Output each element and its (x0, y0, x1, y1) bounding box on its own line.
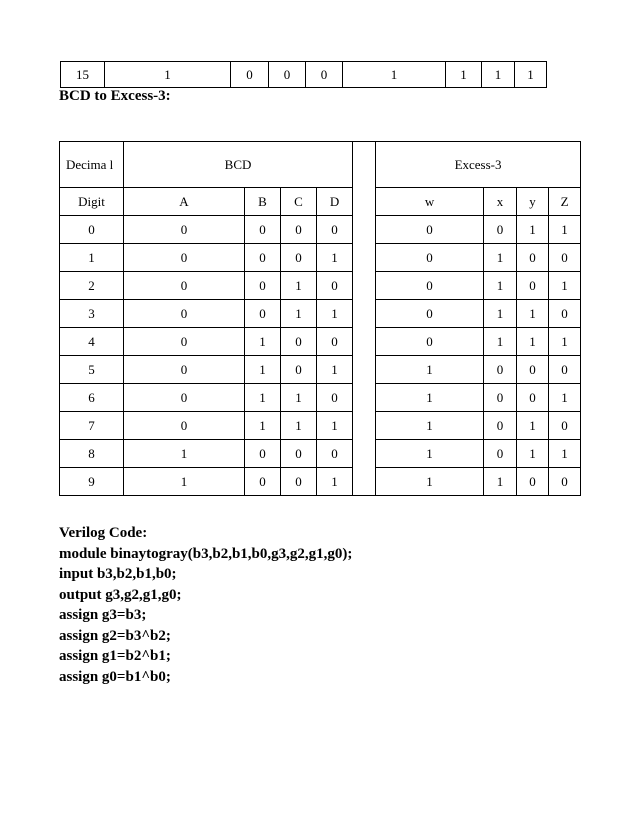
excess-cell: 0 (549, 412, 581, 440)
section-heading: BCD to Excess-3: (59, 88, 171, 104)
bcd-cell: 1 (281, 272, 317, 300)
excess-cell: 1 (517, 328, 549, 356)
excess-cell: 1 (484, 328, 517, 356)
bcd-excess3-table (59, 141, 581, 496)
table-cell: 1 (343, 62, 446, 88)
table-row (60, 356, 581, 384)
excess-cell: 0 (517, 356, 549, 384)
code-line: input b3,b2,b1,b0; (59, 566, 177, 582)
bcd-cell: 1 (124, 440, 245, 468)
bcd-cell: 0 (245, 272, 281, 300)
table-cell: 0 (306, 62, 343, 88)
bcd-cell: 1 (281, 300, 317, 328)
bcd-cell: 1 (281, 412, 317, 440)
excess-cell: 0 (376, 300, 484, 328)
digit-cell: 3 (60, 300, 124, 328)
bcd-cell: 0 (245, 216, 281, 244)
excess-cell: 1 (484, 468, 517, 496)
table-row (60, 244, 581, 272)
column-header: Digit (60, 188, 124, 216)
excess-cell: 0 (484, 440, 517, 468)
bcd-cell: 1 (245, 412, 281, 440)
excess-cell: 0 (484, 412, 517, 440)
bcd-cell: 1 (124, 468, 245, 496)
previous-table-last-row (60, 61, 547, 88)
bcd-cell: 0 (245, 300, 281, 328)
excess-cell: 1 (376, 468, 484, 496)
separator-column (353, 142, 376, 496)
bcd-cell: 0 (245, 468, 281, 496)
excess-cell: 1 (517, 216, 549, 244)
column-header: A (124, 188, 245, 216)
excess-cell: 1 (517, 440, 549, 468)
table-cell: 1 (515, 62, 547, 88)
bcd-cell: 0 (317, 216, 353, 244)
bcd-cell: 0 (317, 384, 353, 412)
bcd-cell: 0 (124, 216, 245, 244)
table-row (60, 272, 581, 300)
bcd-cell: 1 (245, 356, 281, 384)
excess-cell: 1 (376, 356, 484, 384)
decimal-header: Decima l (60, 142, 124, 188)
column-header: D (317, 188, 353, 216)
excess-cell: 0 (376, 328, 484, 356)
bcd-cell: 0 (317, 328, 353, 356)
bcd-cell: 0 (124, 384, 245, 412)
excess-cell: 0 (376, 272, 484, 300)
bcd-header: BCD (124, 142, 353, 188)
excess-cell: 1 (376, 440, 484, 468)
bcd-cell: 0 (281, 468, 317, 496)
bcd-cell: 0 (124, 272, 245, 300)
excess-cell: 0 (549, 356, 581, 384)
bcd-cell: 1 (317, 412, 353, 440)
excess-cell: 0 (517, 384, 549, 412)
bcd-cell: 0 (281, 440, 317, 468)
excess-cell: 1 (376, 412, 484, 440)
table-row (60, 412, 581, 440)
digit-cell: 6 (60, 384, 124, 412)
bcd-cell: 0 (281, 328, 317, 356)
code-line: assign g1=b2^b1; (59, 648, 171, 664)
table-row (60, 216, 581, 244)
table-cell: 1 (446, 62, 482, 88)
excess-cell: 0 (549, 468, 581, 496)
bcd-cell: 0 (281, 244, 317, 272)
excess-cell: 1 (549, 328, 581, 356)
table-row (61, 62, 547, 88)
table-cell: 1 (105, 62, 231, 88)
bcd-cell: 1 (317, 300, 353, 328)
code-line: assign g3=b3; (59, 607, 147, 623)
bcd-cell: 0 (317, 272, 353, 300)
table-row (60, 440, 581, 468)
excess-cell: 0 (549, 244, 581, 272)
table-row (60, 468, 581, 496)
bcd-cell: 0 (124, 328, 245, 356)
bcd-cell: 1 (245, 328, 281, 356)
code-line: output g3,g2,g1,g0; (59, 586, 182, 603)
excess-cell: 1 (517, 412, 549, 440)
excess-cell: 1 (549, 216, 581, 244)
excess-cell: 0 (517, 272, 549, 300)
bcd-cell: 1 (317, 244, 353, 272)
code-line: assign g0=b1^b0; (59, 668, 171, 685)
table-header-row (60, 142, 581, 188)
excess-cell: 1 (484, 272, 517, 300)
code-line: assign g2=b3^b2; (59, 627, 171, 644)
code-line: module binaytogray(b3,b2,b1,b0,g3,g2,g1,g0); (59, 545, 353, 562)
bcd-cell: 0 (124, 244, 245, 272)
table-cell: 0 (231, 62, 269, 88)
bcd-cell: 0 (317, 440, 353, 468)
excess-cell: 0 (517, 244, 549, 272)
table-cell: 1 (482, 62, 515, 88)
table-row (60, 328, 581, 356)
excess-cell: 0 (549, 300, 581, 328)
bcd-cell: 1 (317, 356, 353, 384)
excess-cell: 1 (484, 244, 517, 272)
bcd-cell: 0 (124, 300, 245, 328)
excess-cell: 0 (484, 384, 517, 412)
table-row (60, 384, 581, 412)
column-header: w (376, 188, 484, 216)
digit-cell: 2 (60, 272, 124, 300)
excess-cell: 1 (376, 384, 484, 412)
table-cell: 15 (61, 62, 105, 88)
bcd-cell: 0 (281, 356, 317, 384)
digit-cell: 8 (60, 440, 124, 468)
bcd-cell: 0 (281, 216, 317, 244)
excess-cell: 1 (549, 272, 581, 300)
digit-cell: 1 (60, 244, 124, 272)
column-header: Z (549, 188, 581, 216)
digit-cell: 4 (60, 328, 124, 356)
bcd-cell: 1 (281, 384, 317, 412)
bcd-cell: 1 (317, 468, 353, 496)
table-row (60, 300, 581, 328)
excess-cell: 1 (549, 384, 581, 412)
table-cell: 0 (269, 62, 306, 88)
excess-cell: 0 (484, 216, 517, 244)
column-header: B (245, 188, 281, 216)
excess-cell: 1 (484, 300, 517, 328)
bcd-cell: 0 (124, 412, 245, 440)
excess-cell: 0 (376, 216, 484, 244)
column-header: x (484, 188, 517, 216)
column-header-row (60, 188, 581, 216)
code-title: Verilog Code: (59, 525, 148, 541)
digit-cell: 9 (60, 468, 124, 496)
excess3-header: Excess-3 (376, 142, 581, 188)
digit-cell: 0 (60, 216, 124, 244)
bcd-cell: 0 (245, 440, 281, 468)
excess-cell: 0 (376, 244, 484, 272)
column-header: y (517, 188, 549, 216)
excess-cell: 0 (517, 468, 549, 496)
bcd-cell: 1 (245, 384, 281, 412)
column-header: C (281, 188, 317, 216)
verilog-code-block (59, 523, 352, 687)
digit-cell: 7 (60, 412, 124, 440)
excess-cell: 0 (484, 356, 517, 384)
digit-cell: 5 (60, 356, 124, 384)
excess-cell: 1 (549, 440, 581, 468)
excess-cell: 1 (517, 300, 549, 328)
bcd-cell: 0 (124, 356, 245, 384)
bcd-cell: 0 (245, 244, 281, 272)
